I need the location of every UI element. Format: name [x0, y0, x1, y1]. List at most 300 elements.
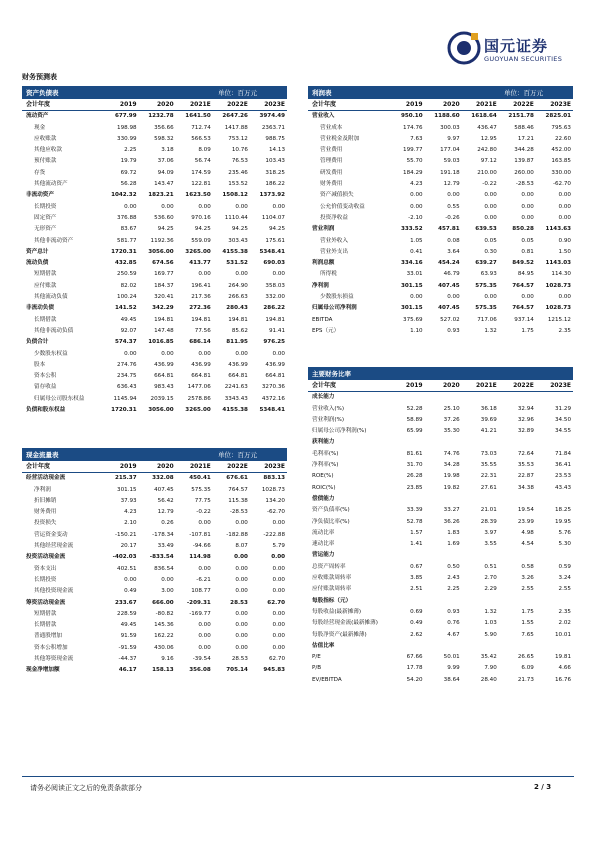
table-row [308, 392, 573, 404]
cell-value: 2.10 [124, 520, 137, 527]
table-row [308, 449, 573, 460]
table-row [308, 269, 573, 280]
table-row [308, 190, 573, 201]
row-label: 营运能力 [312, 552, 335, 559]
cell-value: 81.61 [406, 450, 423, 457]
cell-value: 134.20 [265, 497, 285, 504]
table-row [22, 631, 287, 642]
cell-value: 0.26 [161, 520, 174, 527]
cell-value: 26.65 [517, 654, 534, 661]
row-label: 长期投资 [34, 203, 57, 210]
table-row [22, 123, 287, 134]
cell-value: 77.75 [194, 497, 211, 504]
cell-value: 19.54 [517, 507, 534, 514]
cell-value: 260.00 [514, 169, 534, 176]
cell-value: 849.52 [512, 260, 534, 267]
cell-value: 0.00 [235, 520, 248, 527]
cell-value: 3.55 [484, 541, 497, 548]
row-label: P/E [312, 654, 321, 661]
cell-value [462, 596, 499, 607]
cell-value: 19.82 [443, 484, 460, 491]
year-header: 2019 [102, 99, 139, 111]
row-label: EBITDA [312, 316, 333, 323]
cell-value: -0.22 [482, 181, 497, 188]
cell-value: 330.00 [551, 169, 571, 176]
table-row [308, 145, 573, 156]
cell-value: 0.00 [447, 192, 460, 199]
cell-value: 0.00 [124, 350, 137, 357]
cell-value: 17.21 [517, 135, 534, 142]
cell-value: 2.43 [447, 575, 460, 582]
cell-value: 17.78 [406, 665, 423, 672]
cell-value: 639.27 [475, 260, 497, 267]
row-label: 研发费用 [320, 169, 343, 176]
table-row [22, 485, 287, 496]
cell-value: 37.06 [157, 158, 174, 165]
row-label: 投资净收益 [320, 214, 348, 221]
cell-value: 332.00 [265, 294, 285, 301]
cell-value: 1028.73 [545, 305, 571, 312]
cell-value: 303.43 [228, 237, 248, 244]
cell-value: 1.83 [447, 529, 460, 536]
cell-value: 20.17 [120, 543, 137, 550]
balance-sheet-table [22, 99, 287, 416]
cell-value: 62.70 [267, 599, 285, 606]
cell-value: 970.16 [191, 214, 211, 221]
brand-name: 国元证券 [484, 37, 549, 55]
cell-value: 233.67 [115, 599, 137, 606]
row-label: 固定资产 [34, 214, 57, 221]
cell-value: 356.66 [154, 124, 174, 131]
cell-value: -0.26 [445, 214, 460, 221]
year-header: 2023E [250, 461, 287, 473]
cell-value: -28.53 [515, 181, 534, 188]
row-label: 公允价值变动收益 [320, 203, 365, 210]
cell-value: 1104.07 [261, 214, 285, 221]
table-row [308, 236, 573, 247]
table-row [22, 507, 287, 518]
table-row [22, 382, 287, 393]
cell-value: 274.76 [117, 361, 137, 368]
cell-value: 36.18 [480, 405, 497, 412]
cell-value: 52.28 [406, 405, 423, 412]
cell-value: 28.53 [231, 656, 248, 663]
cell-value: 174.59 [191, 169, 211, 176]
cell-value: 0.00 [484, 192, 497, 199]
cell-value: 330.99 [117, 135, 137, 142]
table-row [22, 337, 287, 348]
cell-value: 23.85 [406, 484, 423, 491]
row-label: 负债合计 [26, 339, 49, 346]
cell-value: 33.27 [443, 507, 460, 514]
row-label: EV/EBITDA [312, 676, 342, 683]
cell-value: 0.41 [410, 248, 423, 255]
cell-value: 153.52 [228, 181, 248, 188]
table-row [22, 190, 287, 201]
table-row [22, 258, 287, 269]
balance-sheet-title: 资产负债表 [26, 89, 59, 97]
cell-value: 234.75 [117, 373, 137, 380]
cell-value: 795.63 [551, 124, 571, 131]
cell-value: 0.00 [484, 214, 497, 221]
cell-value [462, 437, 499, 448]
cell-value: 0.00 [124, 576, 137, 583]
table-row [308, 460, 573, 471]
table-row [308, 607, 573, 618]
cell-value: 194.81 [228, 316, 248, 323]
cell-value: 0.55 [447, 203, 460, 210]
cell-value: -6.21 [196, 576, 211, 583]
cell-value: -209.31 [186, 599, 211, 606]
cell-value: 3974.49 [259, 113, 285, 120]
cell-value: 1.10 [410, 327, 423, 334]
cell-value: 983.43 [154, 384, 174, 391]
cell-value: -94.66 [192, 543, 211, 550]
table-row [22, 371, 287, 382]
cell-value: 37.26 [443, 416, 460, 423]
balance-sheet-panel [22, 86, 287, 416]
table-row [308, 415, 573, 426]
cell-value: 436.47 [477, 124, 497, 131]
cell-value: 3.85 [410, 575, 423, 582]
cell-value: 147.48 [154, 327, 174, 334]
cell-value [388, 550, 425, 561]
cell-value: 0.00 [484, 203, 497, 210]
cell-value: 976.25 [263, 339, 285, 346]
cell-value: -39.54 [192, 656, 211, 663]
row-label: 营业税金及附加 [320, 135, 360, 142]
cell-value: 82.02 [120, 282, 137, 289]
balance-sheet-header [22, 86, 287, 99]
cell-value: 35.55 [480, 462, 497, 469]
year-header: 2021E [462, 380, 499, 392]
cell-value: 2039.15 [150, 395, 174, 402]
cell-value: 186.22 [265, 181, 285, 188]
cell-value: 581.77 [117, 237, 137, 244]
cell-value: 94.09 [157, 169, 174, 176]
cell-value: 250.59 [117, 271, 137, 278]
row-label: 存货 [34, 169, 46, 176]
cell-value: 3270.36 [261, 384, 285, 391]
unit-label: 单位：百万元 [504, 89, 543, 97]
cell-value: 34.38 [517, 484, 534, 491]
row-label: 速动比率 [312, 541, 335, 548]
ratios-title: 主要财务比率 [312, 370, 351, 378]
cell-value: 0.67 [410, 563, 423, 570]
cell-value: 56.28 [120, 181, 137, 188]
cell-value [462, 392, 499, 404]
table-row [308, 426, 573, 437]
row-label: 估值比率 [312, 642, 335, 649]
income-statement-panel [308, 86, 573, 337]
cell-value: 0.00 [235, 271, 248, 278]
cell-value: 49.45 [120, 316, 137, 323]
row-label: 营业收入 [312, 113, 335, 120]
table-row [22, 496, 287, 507]
year-header: 2021E [462, 99, 499, 111]
table-row [308, 292, 573, 303]
table-row [308, 213, 573, 224]
table-row [22, 202, 287, 213]
row-label: 总资产周转率 [312, 563, 346, 570]
cell-value: 376.88 [117, 214, 137, 221]
cell-value: -178.34 [152, 531, 174, 538]
cell-value: -80.82 [155, 610, 174, 617]
cell-value: 33.39 [406, 507, 423, 514]
cell-value: 712.74 [191, 124, 211, 131]
cell-value: 1143.63 [545, 226, 571, 233]
row-label: 无形资产 [34, 226, 57, 233]
row-label: 长期借款 [34, 622, 57, 629]
cell-value: 2241.63 [224, 384, 248, 391]
cell-value: 1.32 [484, 327, 497, 334]
year-header: 2022E [499, 99, 536, 111]
cell-value: 575.35 [475, 305, 497, 312]
cell-value: 636.43 [117, 384, 137, 391]
cell-value: 141.52 [115, 305, 137, 312]
cell-value: 1188.60 [434, 113, 460, 120]
row-label: 净利润 [312, 282, 329, 289]
cell-value: 0.00 [235, 203, 248, 210]
cell-value: 0.00 [235, 350, 248, 357]
cell-value: 2.35 [558, 327, 571, 334]
cell-value: 0.00 [235, 644, 248, 651]
cell-value: 3343.43 [224, 395, 248, 402]
row-label: 短期借款 [34, 610, 57, 617]
cell-value: 41.21 [480, 428, 497, 435]
row-label: 非流动负债 [26, 305, 54, 312]
cell-value: -833.54 [149, 554, 174, 561]
row-label: 长期借款 [34, 316, 57, 323]
cell-value: 0.00 [521, 203, 534, 210]
cell-value: 32.96 [517, 416, 534, 423]
table-row [22, 236, 287, 247]
cell-value: 19.98 [443, 473, 460, 480]
cell-value: 33.49 [157, 543, 174, 550]
cell-value: 163.85 [551, 158, 571, 165]
cell-value: 55.70 [406, 158, 423, 165]
cell-value: 1373.92 [259, 192, 285, 199]
cell-value: 114.98 [189, 554, 211, 561]
row-label: 每股经营现金流(最新摊薄) [312, 620, 378, 627]
cell-value: 28.53 [230, 599, 248, 606]
cell-value: 38.64 [443, 676, 460, 683]
cell-value: 0.05 [521, 237, 534, 244]
cell-value: 1028.73 [545, 282, 571, 289]
cell-value: 690.03 [263, 260, 285, 267]
row-label: 其他非流动资产 [34, 237, 74, 244]
table-row [22, 598, 287, 609]
cell-value [499, 392, 536, 404]
cell-value: 162.22 [154, 633, 174, 640]
table-row [308, 663, 573, 674]
cell-value: 22.60 [554, 135, 571, 142]
ratios-panel [308, 367, 573, 686]
cell-value: 46.17 [118, 667, 137, 674]
cell-value: 450.41 [189, 475, 211, 482]
cell-value: 7.65 [521, 631, 534, 638]
table-row [22, 541, 287, 552]
cell-value: 1.57 [410, 529, 423, 536]
cell-value: 10.01 [554, 631, 571, 638]
cell-value: 19.81 [554, 654, 571, 661]
cell-value: 664.81 [191, 373, 211, 380]
row-label: 财务费用 [34, 509, 57, 516]
cell-value: 0.00 [521, 192, 534, 199]
cell-value: 664.81 [228, 373, 248, 380]
cell-value: 0.00 [235, 622, 248, 629]
cell-value [425, 437, 462, 448]
cell-value: 664.81 [265, 373, 285, 380]
table-row [308, 179, 573, 190]
cell-value: 34.50 [554, 416, 571, 423]
cell-value: 31.70 [406, 462, 423, 469]
cell-value: 402.51 [117, 565, 137, 572]
row-label: 每股净资产(最新摊薄) [312, 631, 367, 638]
table-header-row [22, 461, 287, 473]
cell-value: 5.30 [558, 541, 571, 548]
cell-value: 598.32 [154, 135, 174, 142]
cell-value: 9.16 [161, 656, 174, 663]
cell-value: 264.90 [228, 282, 248, 289]
cell-value: 764.57 [512, 305, 534, 312]
column-header: 会计年度 [22, 99, 102, 111]
page-number: 2 / 3 [534, 783, 552, 791]
cell-value: 0.30 [484, 248, 497, 255]
year-header: 2021E [176, 461, 213, 473]
cell-value: 988.75 [265, 135, 285, 142]
cell-value: 334.16 [401, 260, 423, 267]
row-label: ROIC(%) [312, 484, 336, 491]
cell-value: 63.93 [480, 271, 497, 278]
cell-value: 686.14 [189, 339, 211, 346]
row-label: 其他筹资现金流 [34, 656, 74, 663]
table-row [308, 326, 573, 337]
table-row [308, 123, 573, 134]
cell-value: 1.55 [521, 620, 534, 627]
cell-value: -28.53 [229, 509, 248, 516]
year-header: 2023E [536, 99, 573, 111]
cell-value: 286.22 [263, 305, 285, 312]
cell-value: 407.45 [438, 282, 460, 289]
cell-value: 0.00 [558, 214, 571, 221]
cell-value: 2578.86 [187, 395, 211, 402]
cell-value: 1192.36 [150, 237, 174, 244]
cell-value: 36.26 [443, 518, 460, 525]
cell-value: 28.39 [480, 518, 497, 525]
cell-value [499, 596, 536, 607]
row-label: 净利率(%) [312, 462, 339, 469]
row-label: 流动负债 [26, 260, 49, 267]
cashflow-table [22, 461, 287, 677]
cell-value: 1623.50 [185, 192, 211, 199]
cell-value: 375.69 [403, 316, 423, 323]
table-row [22, 315, 287, 326]
row-label: EPS（元） [312, 327, 340, 334]
cashflow-panel [22, 448, 287, 677]
cell-value: 71.84 [554, 450, 571, 457]
row-label: 营业费用 [320, 147, 343, 154]
table-row [308, 517, 573, 528]
cell-value: 0.00 [272, 271, 285, 278]
table-row [22, 179, 287, 190]
cell-value: 143.47 [154, 181, 174, 188]
cell-value: 12.79 [443, 181, 460, 188]
row-label: 少数股东权益 [34, 350, 68, 357]
cell-value: 0.08 [447, 237, 460, 244]
table-row [308, 596, 573, 607]
table-row [22, 326, 287, 337]
cell-value: 18.25 [554, 507, 571, 514]
table-row [308, 202, 573, 213]
table-row [22, 564, 287, 575]
cell-value: 108.77 [191, 588, 211, 595]
table-row [308, 618, 573, 629]
row-label: 资产减值损失 [320, 192, 354, 199]
table-row [308, 675, 573, 686]
cell-value: 2151.78 [508, 113, 534, 120]
table-row [308, 315, 573, 326]
cell-value: 10.76 [231, 147, 248, 154]
cell-value: 536.60 [154, 214, 174, 221]
cell-value [462, 641, 499, 652]
row-label: 每股指标（元） [312, 597, 352, 604]
cell-value: 0.00 [272, 565, 285, 572]
year-header: 2023E [250, 99, 287, 111]
cell-value: 37.93 [120, 497, 137, 504]
cell-value: 198.98 [117, 124, 137, 131]
cell-value: 272.36 [189, 305, 211, 312]
cell-value: 199.77 [403, 147, 423, 154]
table-row [22, 665, 287, 676]
cell-value: 2.51 [410, 586, 423, 593]
cell-value [499, 641, 536, 652]
cell-value: 883.13 [263, 475, 285, 482]
table-row [22, 586, 287, 597]
cell-value: 753.12 [228, 135, 248, 142]
cell-value: 1720.31 [111, 407, 137, 414]
table-row [308, 281, 573, 292]
table-row [308, 641, 573, 652]
cell-value: 436.99 [191, 361, 211, 368]
cell-value: -402.03 [112, 554, 137, 561]
cell-value: 22.31 [480, 473, 497, 480]
cell-value: 436.99 [154, 361, 174, 368]
cell-value: 407.45 [438, 305, 460, 312]
table-row [308, 303, 573, 314]
table-header-row [308, 380, 573, 392]
cell-value: 1143.03 [545, 260, 571, 267]
cell-value: 22.87 [517, 473, 534, 480]
row-label: 所得税 [320, 271, 337, 278]
row-label: 资产负债率(%) [312, 507, 350, 514]
cell-value: 14.13 [268, 147, 285, 154]
cell-value: 54.20 [406, 676, 423, 683]
table-row [22, 224, 287, 235]
cell-value: 1.69 [447, 541, 460, 548]
cell-value: 1.05 [410, 237, 423, 244]
cell-value: 0.00 [235, 565, 248, 572]
cell-value: 69.72 [120, 169, 137, 176]
cell-value: 0.51 [484, 563, 497, 570]
cell-value: 6.09 [521, 665, 534, 672]
row-label: 营业外收入 [320, 237, 348, 244]
cell-value: 28.40 [480, 676, 497, 683]
row-label: 筹资活动现金流 [26, 599, 66, 606]
cell-value: 43.43 [554, 484, 571, 491]
row-label: 少数股东损益 [320, 294, 354, 301]
cell-value: 3056.00 [148, 248, 174, 255]
